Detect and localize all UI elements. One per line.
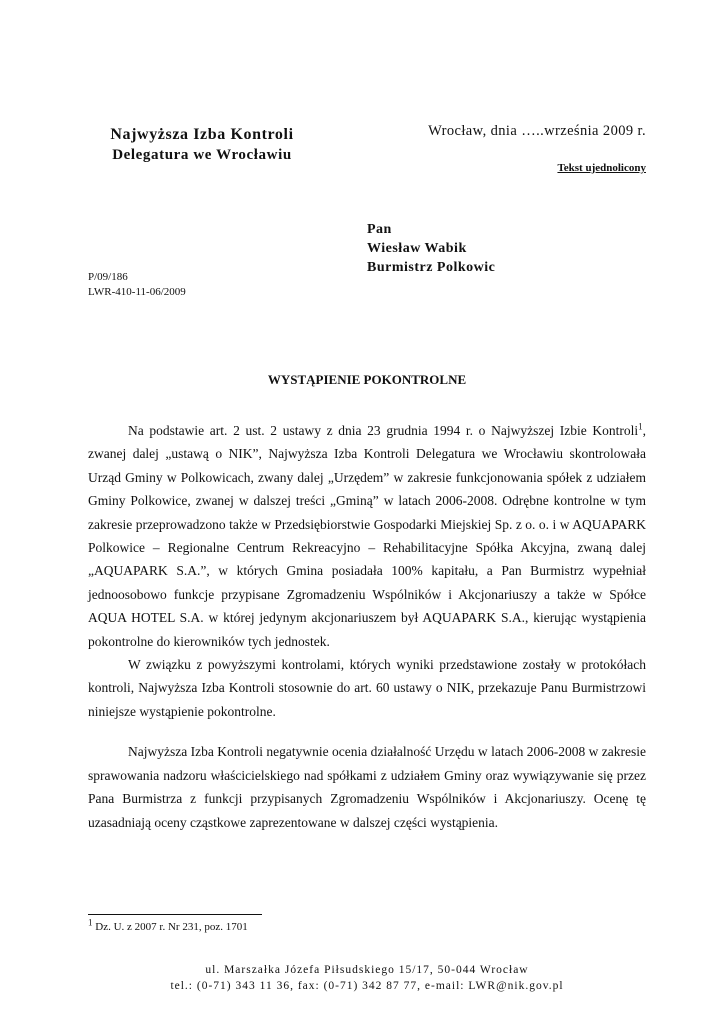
footer-contact: tel.: (0-71) 343 11 36, fax: (0-71) 342 87 77, e-mail: LWR@nik.gov.pl [170, 980, 564, 992]
paragraph: W związku z powyższymi kontrolami, których wyniki przedstawione zostały w protokółach kontroli, Najwyższa Izba Kontroli stosownie do art. 60 ustawy o NIK, przekazuje Panu Burmistrzowi niniejsze wystąpienie pokontrolne. [88, 657, 646, 719]
org-name: Najwyższa Izba Kontroli [110, 126, 294, 143]
recipient-salutation: Pan [367, 222, 392, 237]
organization-header [92, 125, 312, 165]
unified-text-note: Tekst ujednolicony [557, 162, 646, 174]
paragraph [88, 419, 646, 653]
document-body [88, 419, 646, 834]
recipient-title: Burmistrz Polkowic [367, 260, 496, 275]
reference-number: LWR-410-11-06/2009 [88, 286, 186, 298]
footer-address: ul. Marszałka Józefa Piłsudskiego 15/17, 50-044 Wrocław [205, 964, 529, 976]
recipient-name: Wiesław Wabik [367, 241, 467, 256]
paragraph-text: Na podstawie art. 2 ust. 2 ustawy z dnia 23 grudnia 1994 r. o Najwyższej Izbie Kontroli [128, 423, 639, 438]
reference-number: P/09/186 [88, 271, 128, 283]
recipient-block [367, 220, 495, 277]
footnote [88, 917, 248, 933]
place-date: Wrocław, dnia …..września 2009 r. [428, 123, 646, 139]
paragraph-text: , zwanej dalej „ustawą o NIK”, Najwyższa Izba Kontroli Delegatura we Wrocławiu skontrolowała Urząd Gminy w Polkowicach, zwany dalej „Urzędem” w zakresie funkcjonowania spółek z udziałem Gminy Polkowice, zwanej w dalszej treści „Gminą” w latach 2006-2008. Odrębne kontrolne w tym zakresie przeprowadzono także w Przedsiębiorstwie Gospodarki Miejskiej Sp. z o. o. i w AQUAPARK Polkowice – Regionalne Centrum Rekreacyjno – Rehabilitacyjne Spółka Akcyjna, zwaną dalej „AQUAPARK S.A.”, w których Gmina posiadała 100% kapitału, a Pan Burmistrz wypełniał jednoosobowo funkcje przypisane Zgromadzeniu Wspólników i Akcjonariuszy a także w Spółce AQUA HOTEL S.A. w której jedynym akcjonariuszem był AQUAPARK S.A., kierując wystąpienia pokontrolne do kierowników tych jednostek. [88, 423, 646, 649]
reference-numbers [88, 270, 186, 300]
paragraph: Najwyższa Izba Kontroli negatywnie ocenia działalność Urzędu w latach 2006-2008 w zakresie sprawowania nadzoru właścicielskiego nad spółkami z udziałem Gminy oraz wywiązywanie się przez Pana Burmistrza z funkcji przypisanych Zgromadzeniu Wspólników i Akcjonariuszy. Ocenę tę uzasadniają oceny cząstkowe zaprezentowane w dalszej części wystąpienia. [88, 744, 646, 830]
footnote-divider [88, 914, 262, 915]
footnote-text: Dz. U. z 2007 r. Nr 231, poz. 1701 [92, 921, 248, 933]
footnote-number: 1 [88, 917, 93, 928]
document-title: WYSTĄPIENIE POKONTROLNE [267, 372, 467, 387]
org-branch: Delegatura we Wrocławiu [112, 147, 292, 163]
footnote-reference: 1 [638, 421, 643, 432]
page-footer [88, 962, 646, 994]
